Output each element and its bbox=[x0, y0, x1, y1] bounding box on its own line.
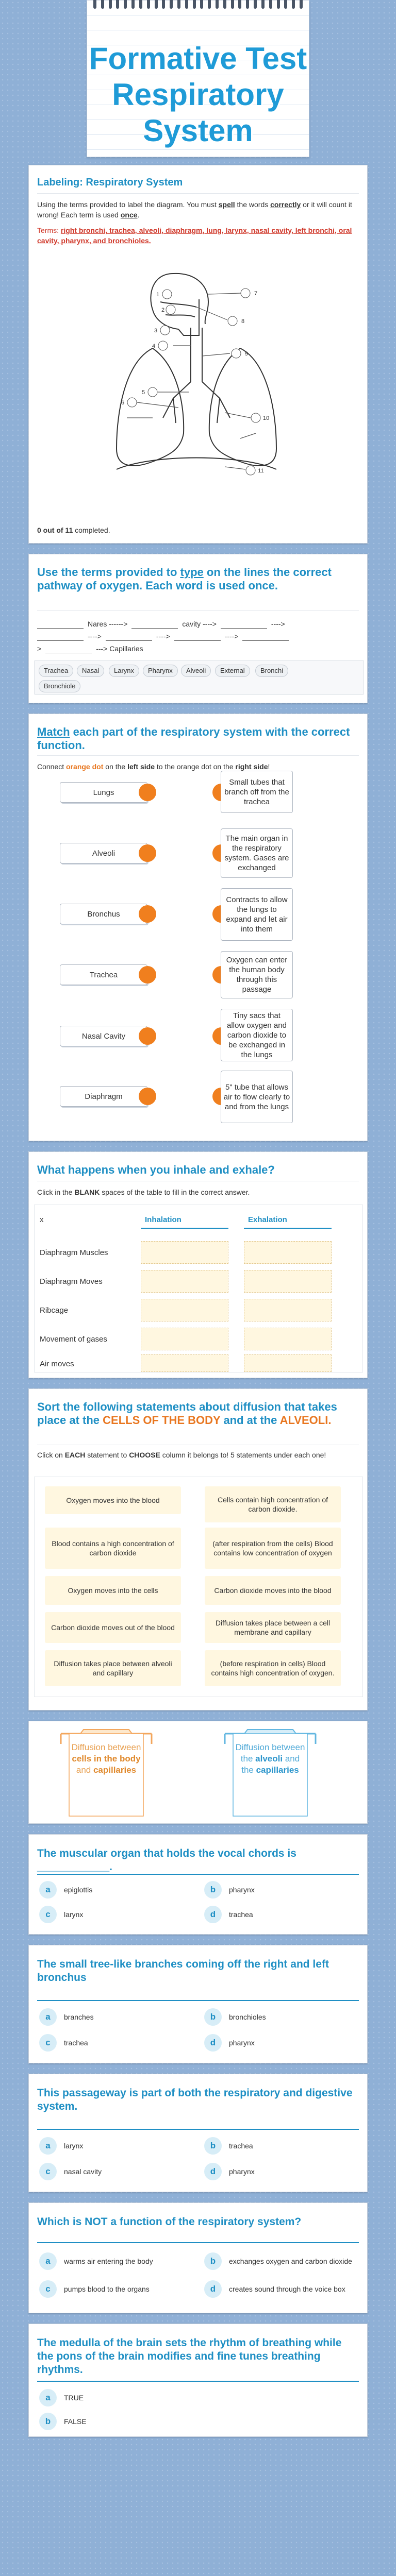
marker-label: 9 bbox=[244, 351, 249, 357]
answer-option[interactable] bbox=[39, 2163, 102, 2180]
option-label: FALSE bbox=[64, 2417, 87, 2426]
labeling-terms bbox=[37, 225, 359, 246]
title-text: each part of the respiratory system with the correct function. bbox=[37, 725, 350, 752]
marker-label: 4 bbox=[152, 343, 156, 349]
option-letter: a bbox=[39, 2389, 57, 2406]
option-letter: a bbox=[39, 1881, 57, 1899]
match-left-dot[interactable] bbox=[139, 966, 156, 984]
question-title: The small tree-like branches coming off the right and left bronchus bbox=[37, 1958, 329, 1984]
divider bbox=[37, 193, 359, 194]
bucket-text: and the bbox=[241, 1754, 300, 1775]
pathway-card bbox=[28, 554, 368, 703]
marker-label: 11 bbox=[258, 468, 264, 474]
instr-emphasis: CHOOSE bbox=[129, 1451, 160, 1459]
title-text: Sort the following statements about diffusion that takes place at the bbox=[37, 1400, 337, 1427]
title-emphasis: CELLS OF THE BODY bbox=[103, 1414, 221, 1427]
header-underline bbox=[141, 1228, 228, 1229]
pathway-blank-2[interactable] bbox=[131, 619, 178, 629]
match-left-dot[interactable] bbox=[139, 905, 156, 923]
word-bank bbox=[34, 660, 364, 695]
labeling-progress bbox=[37, 525, 359, 535]
inhale-instructions bbox=[37, 1187, 359, 1197]
marker-label: 10 bbox=[262, 415, 270, 421]
pathway-blank-5[interactable] bbox=[106, 632, 152, 641]
instr-emphasis: orange dot bbox=[66, 762, 104, 771]
page-title: Formative Test Respiratory System bbox=[89, 41, 307, 148]
question-card-2 bbox=[28, 1945, 368, 2063]
option-letter: b bbox=[204, 2252, 222, 2270]
option-label: TRUE bbox=[64, 2394, 84, 2402]
question-title: This passageway is part of both the respiratory and digestive system. bbox=[37, 2087, 353, 2112]
option-letter: b bbox=[204, 2008, 222, 2026]
inhale-card bbox=[28, 1151, 368, 1378]
option-label: pharynx bbox=[229, 2039, 255, 2047]
divider bbox=[37, 610, 359, 611]
table-row-label: Diaphragm Moves bbox=[40, 1277, 103, 1286]
diffusion-statement[interactable]: Blood contains a high concentration of carbon dioxide bbox=[45, 1528, 181, 1569]
bucket-alveoli[interactable] bbox=[224, 1728, 317, 1819]
pathway-text: ----> bbox=[88, 632, 102, 640]
labeling-instructions bbox=[37, 199, 359, 220]
question-title: Which is NOT a function of the respiratory system? bbox=[37, 2216, 302, 2228]
answer-option[interactable] bbox=[39, 2280, 150, 2298]
table-blank-cell[interactable] bbox=[244, 1270, 332, 1293]
answer-option[interactable] bbox=[39, 1881, 92, 1899]
pathway-text: ----> bbox=[224, 632, 239, 640]
bucket-cells[interactable] bbox=[60, 1728, 153, 1819]
divider bbox=[37, 755, 359, 756]
marker-label: 6 bbox=[121, 400, 125, 406]
progress-suffix: completed. bbox=[73, 526, 110, 534]
bucket-text: Diffusion between bbox=[71, 1742, 141, 1752]
question-card-1 bbox=[28, 1834, 368, 1935]
diffusion-statement[interactable]: Oxygen moves into the cells bbox=[45, 1576, 181, 1605]
pathway-text: ----> bbox=[271, 620, 285, 628]
question-title: The medulla of the brain sets the rhythm of breathing while the pons of the brain modifies and fine tunes breathing rhythms. bbox=[37, 2337, 342, 2376]
table-row-label: Diaphragm Muscles bbox=[40, 1248, 108, 1257]
word-chip[interactable]: External bbox=[215, 665, 250, 677]
option-label: trachea bbox=[64, 2039, 88, 2047]
title-emphasis: Match bbox=[37, 725, 70, 738]
option-label: epiglottis bbox=[64, 1886, 93, 1894]
match-left-item[interactable]: Nasal Cavity bbox=[60, 1026, 147, 1046]
instr-text: statement to bbox=[85, 1451, 129, 1459]
instr-text: or it will count it wrong! Each term is used bbox=[37, 200, 352, 219]
instr-text: column it belongs to! 5 statements under each one! bbox=[160, 1451, 326, 1459]
table-blank-cell[interactable] bbox=[141, 1241, 228, 1264]
option-label: bronchioles bbox=[229, 2013, 266, 2021]
page-header bbox=[87, 0, 309, 157]
pathway-blank-4[interactable] bbox=[37, 632, 84, 641]
bucket-text: Diffusion between the bbox=[235, 1742, 305, 1764]
answer-option[interactable] bbox=[39, 2008, 94, 2026]
pathway-blank-8[interactable] bbox=[45, 644, 92, 653]
match-left-item[interactable]: Alveoli bbox=[60, 843, 147, 863]
answer-option[interactable] bbox=[204, 2137, 253, 2155]
instr-emphasis: once bbox=[120, 211, 138, 219]
title-emphasis: ALVEOLI. bbox=[279, 1414, 332, 1427]
pathway-blank-3[interactable] bbox=[221, 619, 267, 629]
marker-label: 3 bbox=[154, 328, 158, 334]
marker-label: 5 bbox=[141, 389, 145, 396]
bucket-text: and bbox=[76, 1765, 93, 1775]
table-corner: x bbox=[40, 1215, 44, 1224]
answer-option[interactable] bbox=[39, 1906, 83, 1923]
statement-pool bbox=[34, 1477, 363, 1697]
diffusion-statement[interactable]: Oxygen moves into the blood bbox=[45, 1486, 181, 1514]
bucket-cells-label bbox=[71, 1742, 141, 1776]
column-header-inhalation: Inhalation bbox=[145, 1215, 182, 1224]
column-header-exhalation: Exhalation bbox=[248, 1215, 287, 1224]
diffusion-statement[interactable]: (after respiration from the cells) Blood contains low concentration of oxygen bbox=[205, 1528, 341, 1569]
answer-option[interactable] bbox=[39, 2034, 88, 2052]
inhale-title: What happens when you inhale and exhale? bbox=[37, 1163, 275, 1176]
divider bbox=[37, 2000, 359, 2001]
option-letter: b bbox=[204, 1881, 222, 1899]
instr-text: spaces of the table to fill in the correct answer. bbox=[100, 1188, 250, 1196]
diffusion-instructions bbox=[37, 1450, 359, 1460]
notebook-spiral bbox=[93, 0, 303, 10]
instr-text: Click in the bbox=[37, 1188, 75, 1196]
instr-text: Click on bbox=[37, 1451, 65, 1459]
word-chip[interactable]: Bronchi bbox=[255, 665, 288, 677]
option-label: exchanges oxygen and carbon dioxide bbox=[229, 2257, 352, 2265]
instr-emphasis: EACH bbox=[64, 1451, 86, 1459]
match-left-item[interactable]: Diaphragm bbox=[60, 1086, 147, 1107]
pathway-text: Nares ------> bbox=[88, 620, 128, 628]
diffusion-statement[interactable]: (before respiration in cells) Blood contains high concentration of oxygen. bbox=[205, 1650, 341, 1686]
answer-option[interactable] bbox=[204, 2163, 255, 2180]
marker-label: 7 bbox=[254, 291, 258, 297]
word-chip[interactable]: Pharynx bbox=[143, 665, 178, 677]
labeling-card bbox=[28, 165, 368, 544]
table-blank-cell[interactable] bbox=[141, 1270, 228, 1293]
option-label: creates sound through the voice box bbox=[229, 2285, 345, 2293]
match-right-item[interactable]: Tiny sacs that allow oxygen and carbon dioxide to be exchanged in the lungs bbox=[221, 1009, 293, 1061]
answer-option[interactable] bbox=[204, 1906, 253, 1923]
pathway-text: cavity ----> bbox=[182, 620, 217, 628]
bucket-alveoli-label bbox=[235, 1742, 305, 1776]
pathway-text: ----> bbox=[156, 632, 170, 640]
option-letter: d bbox=[204, 2034, 222, 2052]
divider bbox=[37, 1874, 359, 1875]
table-blank-cell[interactable] bbox=[244, 1299, 332, 1321]
table-blank-cell[interactable] bbox=[141, 1299, 228, 1321]
match-right-item[interactable]: Contracts to allow the lungs to expand and let air into them bbox=[221, 888, 293, 941]
bucket-emphasis: cells in the body bbox=[72, 1754, 141, 1764]
pathway-blank-7[interactable] bbox=[242, 632, 289, 641]
option-letter: a bbox=[39, 2137, 57, 2155]
match-left-item[interactable]: Bronchus bbox=[60, 904, 147, 924]
word-chip[interactable]: Nasal bbox=[77, 665, 104, 677]
instr-text: Connect bbox=[37, 762, 67, 771]
table-blank-cell[interactable] bbox=[141, 1354, 228, 1372]
option-letter: a bbox=[39, 2008, 57, 2026]
option-letter: b bbox=[204, 2137, 222, 2155]
header-underline bbox=[244, 1228, 332, 1229]
marker-label: 2 bbox=[161, 307, 165, 313]
matching-instructions bbox=[37, 761, 359, 772]
matching-card bbox=[28, 714, 368, 1141]
title-text: Use the terms provided to bbox=[37, 566, 180, 579]
option-letter: c bbox=[39, 1906, 57, 1923]
terms-label: Terms: bbox=[37, 226, 61, 234]
table-blank-cell[interactable] bbox=[244, 1241, 332, 1264]
option-letter: d bbox=[204, 2163, 222, 2180]
answer-option[interactable] bbox=[204, 1881, 255, 1899]
table-blank-cell[interactable] bbox=[244, 1328, 332, 1350]
inhale-table bbox=[34, 1205, 363, 1372]
instr-text: to the orange dot on the bbox=[155, 762, 236, 771]
title-emphasis: type bbox=[180, 566, 204, 579]
table-row-label: Ribcage bbox=[40, 1306, 69, 1315]
match-left-dot[interactable] bbox=[139, 1027, 156, 1045]
instr-emphasis: left side bbox=[127, 762, 155, 771]
table-row-label: Movement of gases bbox=[40, 1335, 107, 1344]
match-left-dot[interactable] bbox=[139, 784, 156, 801]
buckets-card bbox=[28, 1721, 368, 1824]
pathway-blank-6[interactable] bbox=[174, 632, 221, 641]
answer-option[interactable] bbox=[39, 2413, 87, 2430]
option-letter: d bbox=[204, 1906, 222, 1923]
pathway-blank-1[interactable] bbox=[37, 619, 84, 629]
option-label: pumps blood to the organs bbox=[64, 2285, 150, 2293]
diffusion-statement[interactable]: Cells contain high concentration of carbon dioxide. bbox=[205, 1486, 341, 1522]
title-text: on the lines the correct pathway of oxygen. Each word is used once. bbox=[37, 566, 332, 592]
match-left-dot[interactable] bbox=[139, 844, 156, 862]
instr-emphasis: spell bbox=[218, 200, 235, 209]
match-left-item[interactable]: Lungs bbox=[60, 782, 147, 803]
answer-option[interactable] bbox=[204, 2252, 359, 2270]
option-letter: c bbox=[39, 2034, 57, 2052]
marker-label: 8 bbox=[241, 318, 245, 325]
word-chip[interactable]: Alveoli bbox=[181, 665, 211, 677]
instr-text: on the bbox=[103, 762, 128, 771]
option-label: larynx bbox=[64, 2142, 84, 2150]
instr-emphasis: correctly bbox=[270, 200, 301, 209]
diffusion-statement[interactable]: Diffusion takes place between a cell membrane and capillary bbox=[205, 1612, 341, 1643]
diffusion-card bbox=[28, 1388, 368, 1710]
diffusion-statement[interactable]: Carbon dioxide moves out of the blood bbox=[45, 1612, 181, 1643]
bucket-emphasis: capillaries bbox=[93, 1765, 137, 1775]
answer-option[interactable] bbox=[39, 2252, 153, 2270]
answer-option[interactable] bbox=[204, 2008, 266, 2026]
instr-emphasis: right side bbox=[235, 762, 268, 771]
match-right-item[interactable]: The main organ in the respiratory system. Gases are exchanged bbox=[221, 828, 293, 878]
option-letter: a bbox=[39, 2252, 57, 2270]
labeling-title: Labeling: Respiratory System bbox=[37, 177, 183, 188]
match-left-dot[interactable] bbox=[139, 1088, 156, 1105]
option-label: trachea bbox=[229, 1910, 253, 1919]
question-title: The muscular organ that holds the vocal chords is ____________. bbox=[37, 1848, 296, 1873]
word-chip[interactable]: Bronchiole bbox=[39, 680, 80, 692]
bucket-emphasis: capillaries bbox=[256, 1765, 299, 1775]
match-right-item[interactable]: Small tubes that branch off from the trachea bbox=[221, 771, 293, 813]
terms-list: right bronchi, trachea, alveoli, diaphragm, lung, larynx, nasal cavity, left bronchi, oral cavity, pharynx, and bronchioles. bbox=[37, 226, 352, 245]
pathway-text: ---> Capillaries bbox=[96, 645, 143, 653]
instr-text: Using the terms provided to label the diagram. You must bbox=[37, 200, 219, 209]
table-blank-cell[interactable] bbox=[244, 1354, 332, 1372]
matching-title bbox=[37, 725, 359, 752]
answer-option[interactable] bbox=[39, 2137, 83, 2155]
option-label: trachea bbox=[229, 2142, 253, 2150]
pathway-text: > bbox=[37, 645, 42, 653]
answer-option[interactable] bbox=[204, 2034, 255, 2052]
pathway-title bbox=[37, 566, 359, 592]
match-right-item[interactable]: Oxygen can enter the human body through this passage bbox=[221, 951, 293, 998]
title-text: and at the bbox=[220, 1414, 280, 1427]
marker-label: 1 bbox=[156, 292, 160, 298]
option-letter: c bbox=[39, 2280, 57, 2298]
instr-text: . bbox=[137, 211, 140, 219]
option-label: branches bbox=[64, 2013, 94, 2021]
answer-option[interactable] bbox=[204, 2280, 359, 2298]
option-label: pharynx bbox=[229, 2167, 255, 2176]
word-chip[interactable]: Trachea bbox=[39, 665, 73, 677]
question-card-3 bbox=[28, 2074, 368, 2192]
match-left-item[interactable]: Trachea bbox=[60, 964, 147, 985]
instr-emphasis: BLANK bbox=[74, 1188, 100, 1196]
diffusion-title bbox=[37, 1400, 359, 1427]
answer-option[interactable] bbox=[39, 2389, 84, 2406]
option-label: nasal cavity bbox=[64, 2167, 102, 2176]
divider bbox=[37, 2129, 359, 2130]
instr-text: the words bbox=[235, 200, 271, 209]
respiratory-diagram bbox=[75, 263, 318, 505]
option-label: larynx bbox=[64, 1910, 84, 1919]
progress-count: 0 out of 11 bbox=[37, 526, 73, 534]
match-right-item[interactable]: 5" tube that allows air to flow clearly to and from the lungs bbox=[221, 1071, 293, 1123]
option-letter: b bbox=[39, 2413, 57, 2430]
bucket-emphasis: alveoli bbox=[255, 1754, 283, 1764]
question-card-4 bbox=[28, 2202, 368, 2313]
question-card-5 bbox=[28, 2324, 368, 2437]
table-blank-cell[interactable] bbox=[141, 1328, 228, 1350]
option-letter: d bbox=[204, 2280, 222, 2298]
option-label: warms air entering the body bbox=[64, 2257, 153, 2265]
pathway-sentence bbox=[37, 618, 357, 655]
divider bbox=[37, 2381, 359, 2382]
option-label: pharynx bbox=[229, 1886, 255, 1894]
diffusion-statement[interactable]: Diffusion takes place between alveoli and capillary bbox=[45, 1650, 181, 1686]
instr-text: ! bbox=[268, 762, 270, 771]
diffusion-statement[interactable]: Carbon dioxide moves into the blood bbox=[205, 1576, 341, 1605]
divider bbox=[37, 2242, 359, 2243]
table-row-label: Air moves bbox=[40, 1360, 74, 1368]
option-letter: c bbox=[39, 2163, 57, 2180]
word-chip[interactable]: Larynx bbox=[109, 665, 139, 677]
